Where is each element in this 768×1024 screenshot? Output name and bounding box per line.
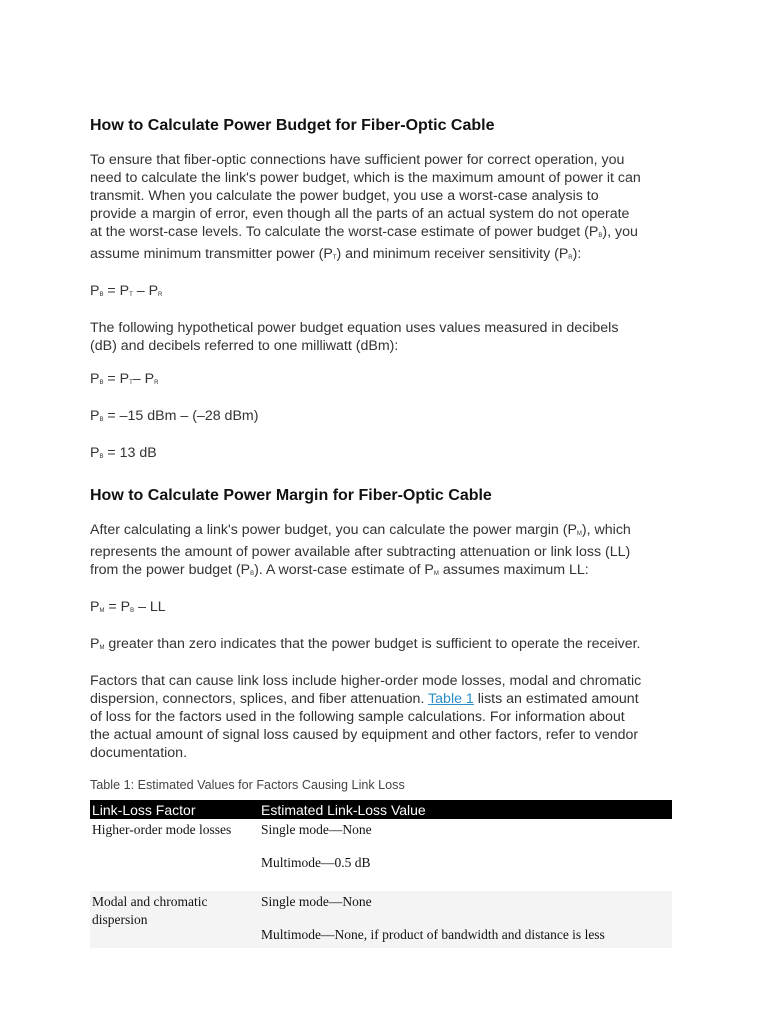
table-header-value: Estimated Link-Loss Value — [259, 800, 672, 819]
table-1-link[interactable]: Table 1 — [428, 691, 474, 707]
table-row — [90, 891, 672, 948]
link-loss-factors-paragraph: Factors that can cause link loss include higher-order mode losses, modal and chromatic dispersion, connectors, splices, and fiber attenuation. Table 1 lists an estimated amount of loss for the factors used in the following sample calculations. For information about the actual amount of signal loss caused by equipment and other factors, refer to vendor documentation. — [90, 673, 642, 761]
table-cell-value: Single mode—None Multimode—0.5 dB — [261, 822, 372, 870]
equation-power-budget: $P_B = P_T - P_R$ — [90, 283, 163, 299]
table-cell-factor: Higher-order mode losses — [92, 822, 232, 837]
document-content — [90, 116, 680, 948]
table-row — [90, 819, 672, 891]
power-margin-intro: After calculating a link's power budget, you can calculate the power margin $(P_M)$, which represents the amount of power available after subtracting attenuation or link loss (LL) from the power budget $(P_B)$. A worst-case estimate of $P_M$ assumes maximum LL: — [90, 522, 631, 578]
section-heading-power-budget: How to Calculate Power Budget for Fiber-Optic Cable — [90, 117, 495, 134]
table-header-row — [90, 800, 672, 819]
equation-power-budget-values: $P_B = -15$ dBm – (–28 dBm) — [90, 408, 259, 424]
table-cell-value: Single mode—None Multimode—None, if product of bandwidth and distance is less — [259, 891, 672, 948]
table-cell-factor: Modal and chromatic dispersion — [90, 891, 259, 948]
section-heading-power-margin: How to Calculate Power Margin for Fiber-Optic Cable — [90, 487, 492, 504]
power-margin-note: $P_M$ greater than zero indicates that the power budget is sufficient to operate the receiver. — [90, 636, 641, 652]
equation-power-budget-2: $P_B = P_T-$ $P_R$ — [90, 371, 159, 387]
equation-power-margin: $P_M = P_B$ – LL — [90, 599, 166, 615]
power-budget-intro: To ensure that fiber-optic connections have sufficient power for correct operation, you need to calculate the link's power budget, which is the maximum amount of power it can transmit. When you calculate the power budget, you use a worst-case analysis to provide a margin of error, even though all the parts of an actual system do not operate at the worst-case levels. To calculate the worst-case estimate of power budget $(P_B)$, you assume minimum transmitter power $(P_T)$ and minimum receiver sensitivity $(P_R)$: — [90, 152, 641, 262]
equation-power-budget-result: $P_B = 13$ dB — [90, 445, 157, 461]
power-budget-units-note: The following hypothetical power budget equation uses values measured in decibels (dB) and decibels referred to one milliwatt (dBm): — [90, 320, 619, 354]
table-caption: Table 1: Estimated Values for Factors Causing Link Loss — [90, 778, 405, 792]
table-header-factor: Link-Loss Factor — [90, 800, 259, 819]
link-loss-table — [90, 800, 672, 948]
